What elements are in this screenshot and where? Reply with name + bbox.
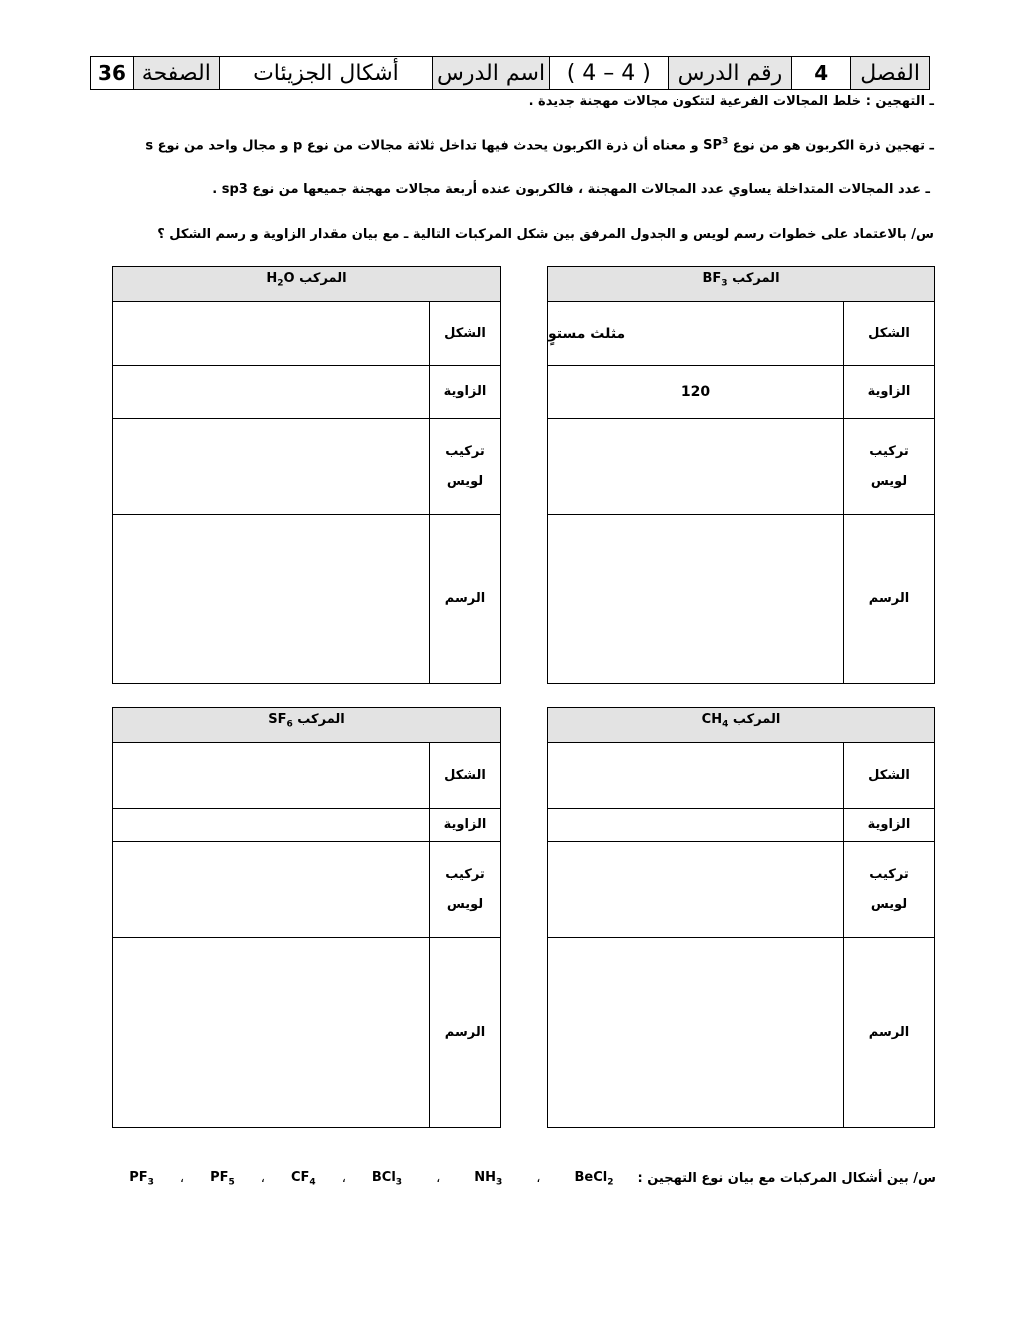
angle-value: 120 [680,384,711,400]
formula-base: SF [268,712,287,727]
formula-base: CH [701,712,723,727]
formula [266,271,294,289]
formula-cf4 [291,1170,316,1188]
separator: ، [260,1171,265,1187]
lewis-label-2: لويس [870,473,908,489]
formula-subscript: 2 [277,278,284,289]
lewis-answer[interactable] [113,842,429,937]
lesson-number-label: رقم الدرس [669,57,793,89]
angle-answer[interactable] [113,809,429,841]
angle-label: الزاوية [429,366,500,418]
shape-answer[interactable] [113,743,429,808]
drawing-answer[interactable] [113,515,429,683]
drawing-label: الرسم [429,938,500,1127]
formula [702,712,729,730]
table-h2o [112,266,501,684]
angle-label: الزاوية [843,809,934,841]
shape-answer[interactable] [548,743,843,808]
lewis-row [548,419,934,515]
table-title [113,267,500,302]
drawing-row [113,515,500,683]
angle-label: الزاوية [429,809,500,841]
drawing-row [548,938,934,1127]
angle-row [113,366,500,419]
chapter-label: الفصل [851,57,929,89]
formula-subscript: 4 [309,1177,316,1188]
drawing-answer[interactable] [548,515,843,683]
sp3-term [703,138,728,153]
lewis-row [113,419,500,515]
lewis-label [429,842,500,937]
shape-answer[interactable] [113,302,429,365]
formula-base: PF [129,1170,148,1185]
shape-label: الشكل [843,743,934,808]
drawing-label: الرسم [843,938,934,1127]
formula-pf5 [210,1170,235,1188]
table-ch4 [547,707,935,1128]
formula-bcl3 [372,1170,402,1188]
lewis-label-1: تركيب [869,866,909,882]
header-strip [90,56,930,90]
angle-answer[interactable] [113,366,429,418]
formula-nh3 [474,1170,502,1188]
drawing-row [548,515,934,683]
lewis-label-1: تركيب [445,443,485,459]
formula-subscript: 3 [147,1177,154,1188]
shape-row [548,302,934,366]
formula [268,712,293,730]
compound-label: المركب [299,271,347,286]
shape-row [113,302,500,366]
lewis-row [548,842,934,938]
formula-subscript: 2 [607,1177,614,1188]
question-2-text: س/ بين أشكال المركبات مع بيان نوع التهجين : [637,1171,936,1187]
lewis-label [843,842,934,937]
angle-label: الزاوية [843,366,934,418]
carbon-hybridization-line [145,137,934,153]
lewis-row [113,842,500,938]
table-title [113,708,500,743]
shape-label: الشكل [429,743,500,808]
lewis-label [843,419,934,514]
formula-base: PF [210,1170,229,1185]
formula-base: H [266,271,278,286]
line-text: ـ تهجين ذرة الكربون هو من نوع [728,138,934,154]
compound-label: المركب [297,712,345,727]
sp-superscript: 3 [722,137,729,147]
drawing-label: الرسم [429,515,500,683]
drawing-row [113,938,500,1127]
formula-becl2 [575,1170,614,1188]
table-title [548,267,934,302]
separator: ، [536,1171,541,1187]
question-2 [129,1170,936,1188]
shape-row [548,743,934,809]
drawing-answer[interactable] [113,938,429,1127]
table-bf3 [547,266,935,684]
lewis-answer[interactable] [113,419,429,514]
table-title [548,708,934,743]
lesson-name-label: اسم الدرس [433,57,550,89]
table-sf6 [112,707,501,1128]
formula-subscript: 4 [722,719,729,730]
separator: ، [436,1171,441,1187]
formula-subscript: 6 [286,719,293,730]
lesson-name: أشكال الجزيئات [220,57,433,89]
formula-subscript: 3 [395,1177,403,1188]
lewis-label-1: تركيب [869,443,909,459]
formula-base: O [283,271,295,286]
chapter-number: 4 [792,57,851,89]
overlapping-orbitals-line: ـ عدد المجالات المتداخلة يساوي عدد المجالات المهجنة ، فالكربون عنده أربعة مجالات مهجنة جميعها من نوع sp3 . [212,182,930,197]
formula-subscript: 3 [721,278,728,289]
lewis-answer[interactable] [548,842,843,937]
shape-value: مثلث مستوٍ [548,325,626,342]
angle-row [548,366,934,419]
formula-subscript: 5 [228,1177,235,1188]
angle-answer[interactable] [548,809,843,841]
formula-subscript: 3 [496,1177,503,1188]
drawing-answer[interactable] [548,938,843,1127]
compound-label: المركب [732,271,780,286]
lesson-number: ( 4 – 4 ) [550,57,669,89]
question-1: س/ بالاعتماد على خطوات رسم لويس و الجدول المرفق بين شكل المركبات التالية ـ مع بيان مقدار الزاوية و رسم الشكل ؟ [157,227,934,242]
line-text: و معناه أن ذرة الكربون يحدث فيها تداخل ثلاثة مجالات من نوع p و مجال واحد من نوع s [145,138,704,154]
lewis-label-2: لويس [446,896,484,912]
hybridization-definition: ـ التهجين : خلط المجالات الفرعية لتتكون مجالات مهجنة جديدة . [528,94,934,109]
separator: ، [179,1171,185,1187]
angle-row [548,809,934,842]
sp-text: SP [703,138,722,154]
lewis-label-2: لويس [446,473,484,489]
lewis-label-1: تركيب [445,866,485,882]
formula-base: NH [474,1170,497,1185]
compound-label: المركب [732,712,781,727]
formula-base: CF [291,1170,310,1185]
formula-base: BCl [371,1170,396,1185]
formula-pf3 [129,1170,154,1188]
formula [702,271,727,289]
page-label: الصفحة [134,57,220,89]
angle-row [113,809,500,842]
drawing-label: الرسم [843,515,934,683]
lewis-answer[interactable] [548,419,843,514]
lewis-label [429,419,500,514]
page-number: 36 [91,57,134,89]
formula-base: BF [702,271,722,286]
shape-row [113,743,500,809]
separator: ، [341,1171,346,1187]
formula-base: BeCl [574,1170,608,1185]
shape-label: الشكل [843,302,934,365]
lewis-label-2: لويس [870,896,908,912]
shape-label: الشكل [429,302,500,365]
